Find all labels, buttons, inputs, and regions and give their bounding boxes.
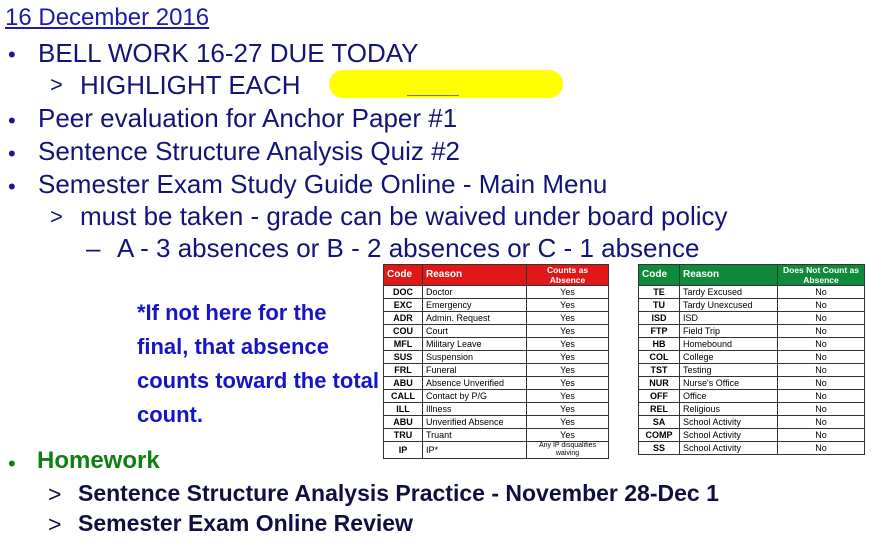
table-row bbox=[639, 416, 865, 429]
reason-cell: Suspension bbox=[423, 351, 527, 364]
homework-item: Semester Exam Online Review bbox=[78, 510, 413, 536]
code-cell: ILL bbox=[384, 403, 423, 416]
reason-cell: School Activity bbox=[680, 416, 778, 429]
table-row bbox=[384, 338, 609, 351]
status-cell: Any IP disqualifies waiving bbox=[527, 442, 609, 459]
status-cell: Yes bbox=[527, 403, 609, 416]
code-cell: REL bbox=[639, 403, 680, 416]
quiz-item: Sentence Structure Analysis Quiz #2 bbox=[38, 136, 461, 166]
date-heading: 16 December 2016 bbox=[5, 4, 210, 31]
status-cell: Yes bbox=[527, 377, 609, 390]
reason-cell: Unverified Absence bbox=[423, 416, 527, 429]
reason-cell: Truant bbox=[423, 429, 527, 442]
column-header: Code bbox=[384, 265, 423, 286]
status-cell: Yes bbox=[527, 325, 609, 338]
sub-marker: > bbox=[50, 72, 63, 97]
status-cell: Yes bbox=[527, 312, 609, 325]
code-cell: TST bbox=[639, 364, 680, 377]
reason-cell: Emergency bbox=[423, 299, 527, 312]
yellow-highlight bbox=[329, 70, 563, 98]
reason-cell: Office bbox=[680, 390, 778, 403]
code-cell: EXC bbox=[384, 299, 423, 312]
status-cell: Yes bbox=[527, 390, 609, 403]
column-header: Code bbox=[639, 265, 680, 286]
table-row bbox=[639, 429, 865, 442]
column-header: Counts as Absence bbox=[527, 265, 609, 286]
column-header: Does Not Count as Absence bbox=[778, 265, 865, 286]
table-row bbox=[384, 286, 609, 299]
code-cell: NUR bbox=[639, 377, 680, 390]
status-cell: Yes bbox=[527, 429, 609, 442]
status-cell: No bbox=[778, 312, 865, 325]
bullet-dot: • bbox=[8, 141, 16, 166]
code-cell: COMP bbox=[639, 429, 680, 442]
reason-cell: Court bbox=[423, 325, 527, 338]
status-cell: Yes bbox=[527, 416, 609, 429]
blank-underline bbox=[407, 95, 459, 96]
reason-cell: Nurse's Office bbox=[680, 377, 778, 390]
status-cell: Yes bbox=[527, 286, 609, 299]
table-row bbox=[384, 325, 609, 338]
final-absence-note: *If not here for the final, that absence counts toward the total count. bbox=[137, 300, 379, 427]
reason-cell: Field Trip bbox=[680, 325, 778, 338]
bullet-dot: • bbox=[8, 42, 16, 67]
sub-marker: > bbox=[48, 481, 62, 507]
code-cell: HB bbox=[639, 338, 680, 351]
table-row bbox=[639, 312, 865, 325]
status-cell: No bbox=[778, 429, 865, 442]
code-cell: SA bbox=[639, 416, 680, 429]
reason-cell: Religious bbox=[680, 403, 778, 416]
column-header: Reason bbox=[680, 265, 778, 286]
reason-cell: Funeral bbox=[423, 364, 527, 377]
homework-item: Sentence Structure Analysis Practice - November 28-Dec 1 bbox=[78, 480, 719, 506]
status-cell: Yes bbox=[527, 364, 609, 377]
status-cell: No bbox=[778, 351, 865, 364]
code-cell: DOC bbox=[384, 286, 423, 299]
reason-cell: Illness bbox=[423, 403, 527, 416]
code-cell: TU bbox=[639, 299, 680, 312]
table-row bbox=[639, 442, 865, 455]
reason-cell: Tardy Unexcused bbox=[680, 299, 778, 312]
code-cell: ADR bbox=[384, 312, 423, 325]
sub-marker: > bbox=[50, 204, 63, 229]
reason-cell: Contact by P/G bbox=[423, 390, 527, 403]
reason-cell: Admin. Request bbox=[423, 312, 527, 325]
table-row bbox=[384, 442, 609, 459]
table-row bbox=[384, 299, 609, 312]
reason-cell: ISD bbox=[680, 312, 778, 325]
board-policy-note: must be taken - grade can be waived under board policy bbox=[80, 201, 728, 231]
table-row bbox=[384, 416, 609, 429]
code-cell: FTP bbox=[639, 325, 680, 338]
code-cell: COU bbox=[384, 325, 423, 338]
reason-cell: Absence Unverified bbox=[423, 377, 527, 390]
status-cell: No bbox=[778, 377, 865, 390]
code-cell: ABU bbox=[384, 377, 423, 390]
table-row bbox=[639, 403, 865, 416]
table-row bbox=[384, 390, 609, 403]
table-row bbox=[639, 286, 865, 299]
bullet-dot: • bbox=[8, 108, 16, 133]
peer-evaluation-item: Peer evaluation for Anchor Paper #1 bbox=[38, 103, 458, 133]
reason-cell: School Activity bbox=[680, 429, 778, 442]
table-row bbox=[639, 390, 865, 403]
highlight-instruction: HIGHLIGHT EACH bbox=[80, 70, 301, 100]
status-cell: No bbox=[778, 364, 865, 377]
code-cell: ISD bbox=[639, 312, 680, 325]
does-not-count-table bbox=[638, 264, 865, 455]
code-cell: TRU bbox=[384, 429, 423, 442]
absence-options: A - 3 absences or B - 2 absences or C - 1 absence bbox=[117, 233, 700, 263]
table-body bbox=[639, 286, 865, 455]
homework-heading: Homework bbox=[37, 447, 160, 474]
code-cell: ABU bbox=[384, 416, 423, 429]
table-row bbox=[384, 312, 609, 325]
table-row bbox=[384, 351, 609, 364]
table-row bbox=[384, 403, 609, 416]
table-row bbox=[384, 364, 609, 377]
sub-marker: > bbox=[48, 511, 62, 537]
reason-cell: Doctor bbox=[423, 286, 527, 299]
code-cell: COL bbox=[639, 351, 680, 364]
status-cell: Yes bbox=[527, 299, 609, 312]
table-row bbox=[384, 429, 609, 442]
reason-cell: Testing bbox=[680, 364, 778, 377]
code-cell: SUS bbox=[384, 351, 423, 364]
bell-work-item: BELL WORK 16-27 DUE TODAY bbox=[38, 38, 419, 68]
status-cell: No bbox=[778, 403, 865, 416]
code-cell: TE bbox=[639, 286, 680, 299]
code-cell: CALL bbox=[384, 390, 423, 403]
table-row bbox=[639, 364, 865, 377]
column-header: Reason bbox=[423, 265, 527, 286]
dash-marker: – bbox=[86, 233, 101, 263]
status-cell: No bbox=[778, 299, 865, 312]
status-cell: No bbox=[778, 325, 865, 338]
code-cell: IP bbox=[384, 442, 423, 459]
code-cell: OFF bbox=[639, 390, 680, 403]
code-cell: FRL bbox=[384, 364, 423, 377]
table-body bbox=[384, 286, 609, 459]
status-cell: No bbox=[778, 286, 865, 299]
reason-cell: Military Leave bbox=[423, 338, 527, 351]
table-row bbox=[639, 325, 865, 338]
status-cell: Yes bbox=[527, 351, 609, 364]
table-row bbox=[639, 299, 865, 312]
reason-cell: Tardy Excused bbox=[680, 286, 778, 299]
reason-cell: Homebound bbox=[680, 338, 778, 351]
table-row bbox=[639, 338, 865, 351]
code-cell: MFL bbox=[384, 338, 423, 351]
table-row bbox=[384, 377, 609, 390]
status-cell: No bbox=[778, 442, 865, 455]
status-cell: No bbox=[778, 390, 865, 403]
table-row bbox=[639, 377, 865, 390]
code-cell: SS bbox=[639, 442, 680, 455]
bullet-dot: • bbox=[8, 174, 16, 199]
reason-cell: College bbox=[680, 351, 778, 364]
study-guide-item: Semester Exam Study Guide Online - Main Menu bbox=[38, 169, 608, 199]
reason-cell: School Activity bbox=[680, 442, 778, 455]
status-cell: No bbox=[778, 338, 865, 351]
bullet-dot: • bbox=[8, 451, 16, 476]
counts-as-absence-table bbox=[383, 264, 609, 459]
reason-cell: IP* bbox=[423, 442, 527, 459]
status-cell: No bbox=[778, 416, 865, 429]
status-cell: Yes bbox=[527, 338, 609, 351]
table-row bbox=[639, 351, 865, 364]
